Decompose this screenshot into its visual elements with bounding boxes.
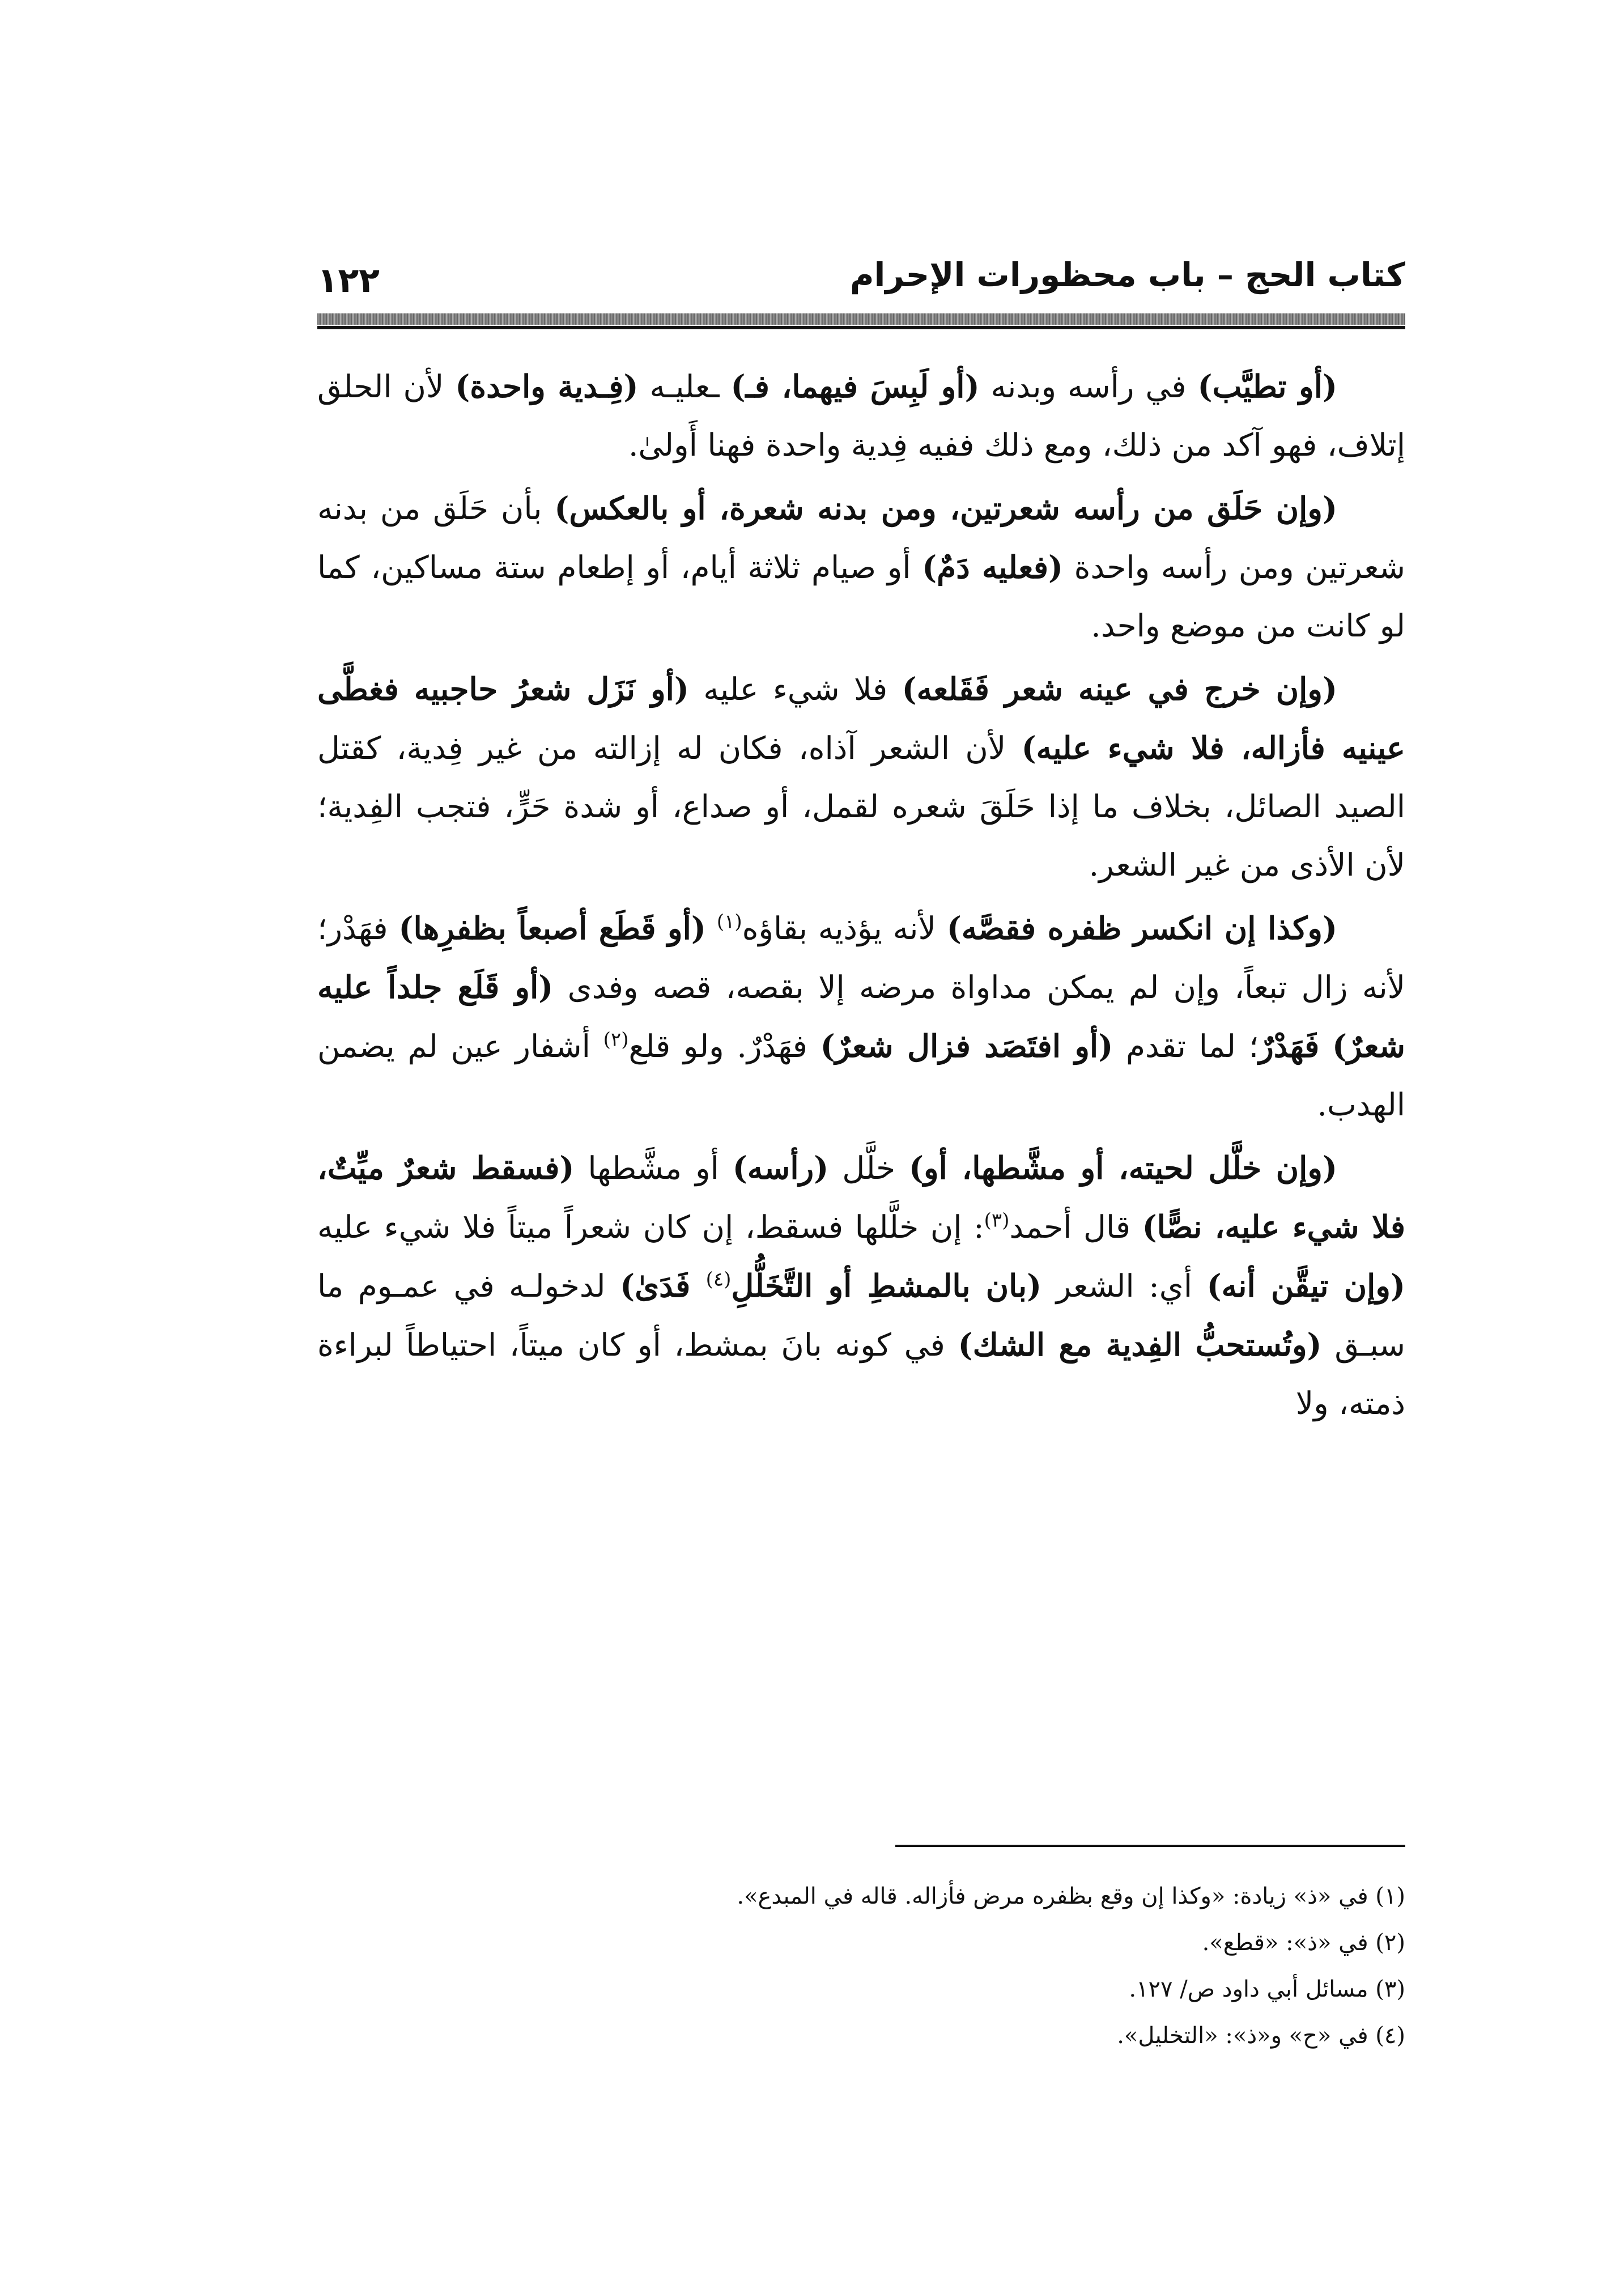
page-header <box>317 249 1405 317</box>
matn-text: (أو افتَصَد فزال شعرٌ) <box>820 1027 1113 1064</box>
header-rule <box>317 313 1405 330</box>
sharh-text <box>1319 1028 1332 1064</box>
paragraph-3 <box>317 660 1405 894</box>
matn-text: (فسقط شعرٌ ميِّتٌ، فلا شيء عليه، نصًّا) <box>317 1149 1405 1245</box>
sharh-text: لأن الحلق إتلاف، فهو آكد من ذلك، ومع ذلك ففيه فِدية واحدة فهنا أَولىٰ. <box>317 368 1405 463</box>
footnote-marker-1[interactable]: (١) <box>716 910 742 933</box>
matn-text: (فِـدية واحدة) <box>455 368 639 405</box>
sharh-text: خلَّل <box>828 1150 909 1186</box>
matn-text: (وإن خلَّل لحيته، أو مشَّطها، أو) <box>909 1149 1338 1186</box>
matn-text: فَدَىٰ) <box>620 1267 706 1304</box>
sharh-text: بأن حَلَق من بدنه شعرتين ومن رأسه واحدة <box>317 490 1405 585</box>
sharh-text: ؛ لما تقدم <box>1113 1028 1259 1064</box>
footnote-2: (٢) في «ذ»: «قطع». <box>1202 1930 1405 1956</box>
sharh-text: لدخولـه في عمـوم ما سبـق <box>317 1268 1405 1363</box>
header-rule-line <box>317 326 1405 329</box>
paragraph-1 <box>317 357 1405 474</box>
matn-text: (رأسه) <box>732 1149 829 1186</box>
sharh-text: لأن الشعر آذاه، فكان له إزالته من غير فِدية، كقتل الصيد الصائل، بخلاف ما إذا حَلَقَ شعره لقمل، أو صداع، أو شدة حَرٍّ، فتجب الفِدية؛ لأن الأذى من غير الشعر. <box>317 730 1405 883</box>
sharh-text: ـعليـه <box>638 368 731 405</box>
footnote-4: (٤) في «ح» و«ذ»: «التخليل». <box>1117 2023 1405 2049</box>
main-text <box>317 357 1405 1437</box>
footnote-1: (١) في «ذ» زيادة: «وكذا إن وقع بظفره مرض فأزاله. قاله في المبدع». <box>737 1883 1405 1909</box>
footnote-marker-2[interactable]: (٢) <box>603 1028 629 1051</box>
sharh-text: في رأسه وبدنه <box>979 368 1198 405</box>
sharh-text: قال أحمد <box>1009 1209 1142 1245</box>
sharh-text: أو مشَّطها <box>574 1150 733 1186</box>
sharh-text <box>706 910 717 946</box>
sharh-text: أشفار عين لم يضمن الهدب. <box>317 1028 1405 1123</box>
sharh-text: أو صيام ثلاثة أيام، أو إطعام ستة مساكين، كما لو كانت من موضع واحد. <box>317 549 1405 644</box>
matn-text: (فعليه دَمٌ) <box>922 549 1064 585</box>
sharh-text: في كونه بانَ بمشط، أو كان ميتاً، احتياطاً لبراءة ذمته، ولا <box>317 1327 1405 1421</box>
paragraph-2 <box>317 479 1405 655</box>
matn-text: فَهَدْرٌ <box>1259 1027 1320 1064</box>
paragraph-4 <box>317 899 1405 1134</box>
matn-text: (بان بالمشطِ أو التَّخَلُّلِ <box>731 1267 1042 1304</box>
sharh-text: : إن خلَّلها فسقط، إن كان شعراً ميتاً فلا شيء عليه <box>317 1209 984 1245</box>
page-number: ١٢٢ <box>317 261 380 300</box>
matn-text: (وإن تيقَّن أنه) <box>1206 1267 1406 1304</box>
footnote-marker-3[interactable]: (٣) <box>984 1209 1010 1232</box>
running-title: كتاب الحج – باب محظورات الإحرام <box>850 256 1405 294</box>
matn-text: (أو قَلَع جلداً عليه شعرٌ) <box>317 969 1406 1064</box>
sharh-text: لأنه يؤذيه بقاؤه <box>742 910 947 946</box>
matn-text: (أو نَزَل شعرُ حاجبيه فغطَّى عينيه فأزاله، فلا شيء عليه) <box>317 670 1405 766</box>
matn-text: (أو تطيَّب) <box>1197 368 1337 405</box>
matn-text: (أو لَبِسَ فيهما، فـ) <box>730 368 980 405</box>
sharh-text: أي: الشعر <box>1041 1268 1207 1304</box>
matn-text: (أو قَطَع أصبعاً بظفرِها) <box>398 910 706 946</box>
sharh-text: فهَدْرٌ. ولو قلع <box>628 1028 820 1064</box>
matn-text: (وإن حَلَق من رأسه شعرتين، ومن بدنه شعرة، أو بالعكس) <box>554 490 1337 526</box>
header-rule-pattern <box>317 313 1405 325</box>
paragraph-5 <box>317 1139 1405 1433</box>
matn-text: (وتُستحبُّ الفِدية مع الشك) <box>958 1326 1322 1363</box>
footnotes <box>317 1873 1405 2059</box>
matn-text: (وإن خرج في عينه شعر فَقَلعه) <box>902 670 1337 707</box>
sharh-text: فلا شيء عليه <box>688 671 902 707</box>
footnote-separator <box>895 1845 1405 1847</box>
footnote-marker-4[interactable]: (٤) <box>705 1268 732 1291</box>
sharh-text: فهَدْر؛ لأنه زال تبعاً، وإن لم يمكن مداواة مرضه إلا بقصه، قصه وفدى <box>317 910 1405 1005</box>
matn-text: (وكذا إن انكسر ظفره فقصَّه) <box>946 910 1337 946</box>
footnote-3: (٣) مسائل أبي داود ص/ ١٢٧. <box>1129 1976 1405 2002</box>
